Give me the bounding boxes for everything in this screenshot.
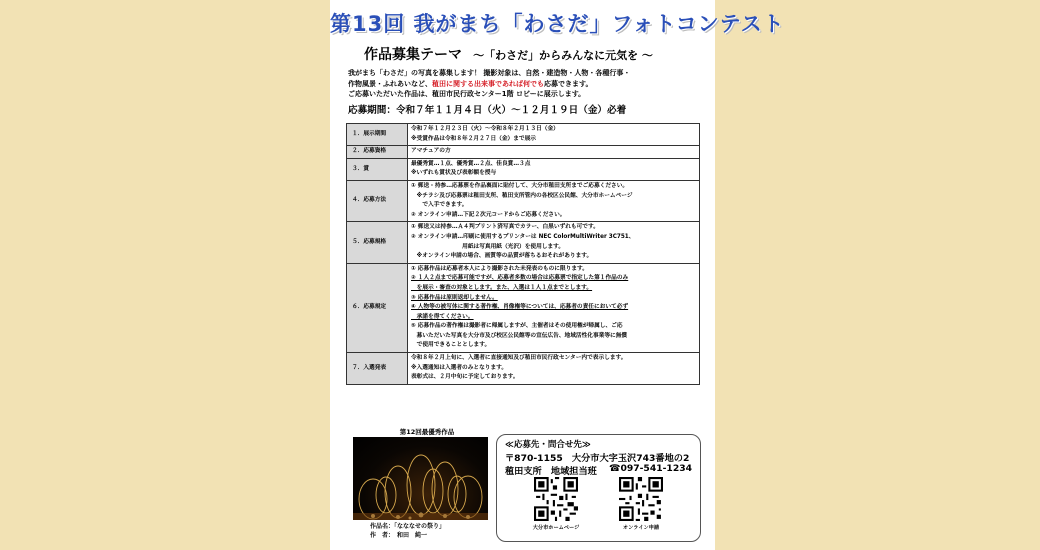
row-label: ２．応募資格 (347, 146, 408, 159)
application-period: 応募期間：令和７年１１月４日（火）～１２月１９日（金）必着 (348, 105, 627, 116)
row-line: 用紙は写真用紙（光沢）を使用します。 (411, 243, 565, 250)
row-content (408, 158, 700, 180)
row-content (408, 180, 700, 221)
intro-line-3: ご応募いただいた作品は、稙田市民行政センター1階 ロビーに展示します。 (348, 90, 586, 98)
contact-box (496, 434, 701, 542)
row-line: アマチュアの方 (411, 148, 451, 155)
row-line: ※オンライン申請の場合、画質等の品質が落ちるおそれがあります。 (411, 253, 593, 260)
contact-address: 〒870-1155 大分市大字玉沢743番地の2 (505, 453, 690, 464)
row-line: ② オンライン申請…印刷に使用するプリンターは NEC ColorMultiWriter 3C751、 (411, 233, 635, 240)
row-line: 令和７年１２月２３日（火）～令和８年２月１３日（金） (411, 126, 559, 132)
intro-line-2b: 応募できます。 (544, 79, 593, 88)
row-content (408, 353, 700, 385)
row-line: ① 郵送又は持参…Ａ４判プリント済写真でカラー、白黒いずれも可です。 (411, 224, 599, 231)
row-line: ⑤ 応募作品の著作権は撮影者に帰属しますが、主催者はその使用権が帰属し、ご応 (411, 323, 623, 330)
table-row (347, 222, 700, 263)
photo-caption (370, 522, 500, 540)
photo-title: 作品名：「なななせの祭り」 (370, 523, 446, 530)
row-line: ※受賞作品は令和８年２月２７日（金）まで展示 (411, 135, 536, 142)
row-line: ① 郵送・持参…応募票を作品裏面に貼付して、大分市稙田支所までご応募ください。 (411, 182, 629, 189)
row-label: ３．賞 (347, 158, 408, 180)
row-line: ② １人２点まで応募可能ですが、応募者多数の場合は応募票で指定した第１作品のみ (411, 275, 629, 282)
row-content (408, 222, 700, 263)
contest-poster (330, 0, 785, 550)
row-content (408, 124, 700, 146)
table-row (347, 353, 700, 385)
table-row (347, 263, 700, 352)
row-line: ※チラシ及び応募票は稙田支所、稙田支所管内の各校区公民館、大分市ホームページ (411, 192, 633, 199)
photo-author: 作 者： 和田 純一 (370, 532, 428, 539)
row-line: ① 応募作品は応募者本人により撮影された未発表のものに限ります。 (411, 265, 588, 272)
qr-label-homepage: 大分市ホームページ (532, 525, 580, 531)
row-label: ５．応募規格 (347, 222, 408, 263)
table-row (347, 146, 700, 159)
row-label: ６．応募規定 (347, 263, 408, 352)
row-line: 最優秀賞…１点、優秀賞…２点、佳良賞…３点 (411, 160, 531, 167)
poster-title: 第13回 我がまち「わさだ」フォトコンテスト (330, 12, 785, 36)
contact-phone: ☎097-541-1234 (609, 463, 692, 474)
row-label: ７．入選発表 (347, 353, 408, 385)
row-content (408, 146, 700, 159)
row-line: ※入選通知は入選者のみとなります。 (411, 364, 508, 371)
lantern-photo-graphic (353, 437, 488, 520)
row-line: ② オンライン申請…下記２次元コードからご応募ください。 (411, 211, 566, 218)
qr-code-homepage[interactable] (534, 477, 578, 521)
row-line: 表彰式は、２月中旬に予定しております。 (411, 374, 519, 381)
row-content (408, 263, 700, 352)
row-line: 承諾を得てください。 (411, 313, 474, 320)
theme-label: 作品募集テーマ (364, 47, 462, 63)
row-line: で使用できることとします。 (411, 342, 491, 349)
theme-row (364, 44, 704, 64)
table-row (347, 124, 700, 146)
qr-code-online-application[interactable] (619, 477, 663, 521)
table-row (347, 158, 700, 180)
qr-label-online: オンライン申請 (622, 525, 660, 531)
intro-line-2 (348, 79, 703, 90)
theme-subtitle: ～「わさだ」からみんなに元気を ～ (473, 49, 653, 62)
row-line: ④ 人物等の被写体に関する著作権、肖像権等については、応募者の責任において必ず (411, 304, 629, 311)
intro-text (348, 68, 703, 100)
row-line: で入手できます。 (411, 202, 468, 209)
winning-photo (353, 437, 488, 520)
row-label: ４．応募方法 (347, 180, 408, 221)
row-line: ※いずれも賞状及び表彰額を授与 (411, 170, 497, 177)
intro-highlight: 稙田に関する出来事であれば何でも (432, 79, 544, 88)
intro-line-1: 我がまち「わさだ」の写真を募集します！ 撮影対象は、自然・建造物・人物・各種行事・ (348, 69, 631, 77)
row-line: 募いただいた写真を大分市及び校区公民館等の宣伝広告、地域活性化事業等に無償 (411, 332, 628, 339)
row-line: 令和８年２月上旬に、入選者に直接通知及び稙田市民行政センター内で表示します。 (411, 355, 627, 362)
row-line: ③ 応募作品は原則返却しません。 (411, 294, 498, 301)
photo-caption-top: 第12回最優秀作品 (399, 428, 455, 436)
contact-office: 稙田支所 地域担当班 (505, 466, 597, 477)
contact-title: ≪応募先・問合せ先≫ (505, 440, 591, 450)
row-label: １．展示期間 (347, 124, 408, 146)
row-line: を展示・審査の対象とします。また、入選は１人１点までとします。 (411, 284, 593, 291)
intro-line-2a: 作物風景・ふれあいなど、 (348, 79, 432, 88)
table-row (347, 180, 700, 221)
details-table (346, 123, 700, 385)
